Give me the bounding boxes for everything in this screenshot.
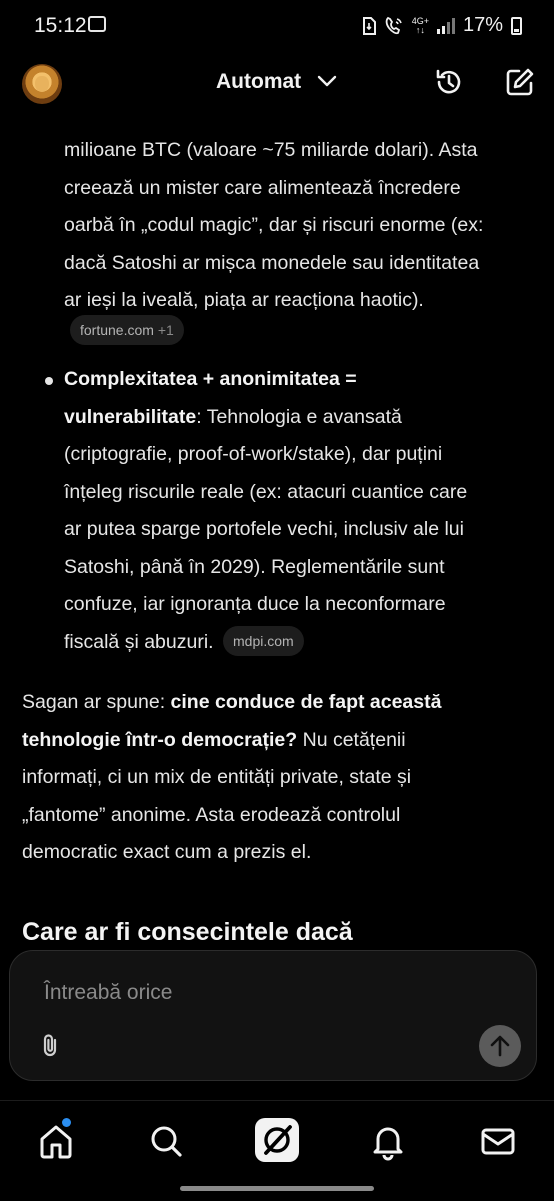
text-line: „fantome” anonime. Asta erodează controlul [22, 803, 401, 826]
send-button[interactable] [479, 1025, 521, 1067]
attach-icon[interactable] [40, 1033, 62, 1059]
bullet-paragraph [64, 361, 467, 661]
text-line: democratic exact cum a prezis el. [22, 841, 312, 863]
text-line [64, 399, 467, 437]
chevron-down-icon[interactable] [316, 70, 338, 92]
notifications-icon[interactable] [368, 1121, 408, 1161]
section-heading: Care ar fi consecintele dacă [22, 918, 353, 946]
network-type: 4G+ ↑↓ [411, 15, 429, 35]
text-line: (criptografie, proof-of-work/stake), dar puțini [64, 443, 443, 465]
text-line: oarbă în „codul magic”, dar și riscuri enorme (ex: [64, 214, 484, 236]
bullet-dot [45, 377, 53, 385]
source-name: fortune.com [80, 322, 154, 338]
home-icon[interactable] [36, 1121, 76, 1161]
notification-dot [62, 1118, 71, 1127]
message-input[interactable]: Întreabă orice [44, 981, 173, 1004]
plain-text: : Tehnologia e avansată [196, 405, 402, 428]
battery-icon [511, 17, 522, 35]
text-line: confuze, iar ignoranța duce la neconformare [64, 593, 446, 615]
text-line [22, 684, 441, 722]
signal-icon [437, 18, 455, 34]
gallery-icon [88, 16, 106, 32]
text-line: dacă Satoshi ar mișca monedele sau identitatea [64, 251, 480, 274]
message-composer[interactable] [9, 950, 537, 1081]
bold-text: tehnologie într-o democrație? [22, 728, 298, 751]
text-line: înțeleg riscurile reale (ex: atacuri cuantice care [64, 480, 468, 503]
paragraph-1 [64, 132, 483, 320]
send-arrow-icon [489, 1034, 511, 1058]
text-line: informați, ci un mix de entități private, state și [22, 766, 412, 788]
plain-text: Nu cetățenii [297, 728, 406, 751]
source-count: +1 [157, 322, 174, 338]
app-header [0, 56, 554, 112]
wifi-call-icon [384, 16, 404, 36]
text-line [22, 722, 441, 760]
text-line: Satoshi, până în 2029). Reglementările sunt [64, 555, 445, 578]
status-time: 15:12 [34, 14, 87, 37]
source-chip-mdpi[interactable]: mdpi.com [223, 626, 304, 656]
text-line: creează un mister care alimentează încredere [64, 176, 461, 199]
status-bar [0, 0, 554, 54]
text-line: ar putea sparge portofele vechi, inclusiv ale lui [64, 518, 464, 540]
home-indicator[interactable] [180, 1186, 374, 1191]
sim-icon [362, 17, 376, 35]
model-selector-label[interactable]: Automat [216, 70, 302, 93]
search-icon[interactable] [146, 1121, 186, 1161]
status-icons [362, 14, 522, 37]
plain-text: Sagan ar spune: [22, 691, 171, 713]
lion-avatar[interactable] [22, 64, 62, 104]
new-chat-icon[interactable] [504, 66, 536, 98]
chat-response [0, 112, 554, 948]
battery-percent: 17% [462, 14, 503, 36]
plain-text: fiscală și abuzuri. [64, 630, 214, 653]
text-line: ar ieși la iveală, piața ar reacționa haotic). [64, 289, 424, 311]
bold-text: Complexitatea + anonimitatea = [64, 368, 357, 390]
source-chip-fortune[interactable] [70, 315, 184, 345]
sagan-paragraph [22, 684, 441, 872]
text-line: milioane BTC (valoare ~75 miliarde dolari). Asta [64, 139, 478, 161]
messages-icon[interactable] [478, 1121, 518, 1161]
grok-icon[interactable] [254, 1117, 300, 1163]
text-line [64, 624, 467, 662]
bold-text: cine conduce de fapt această [170, 691, 442, 713]
history-icon[interactable] [433, 66, 465, 98]
bold-text: vulnerabilitate [64, 405, 197, 428]
